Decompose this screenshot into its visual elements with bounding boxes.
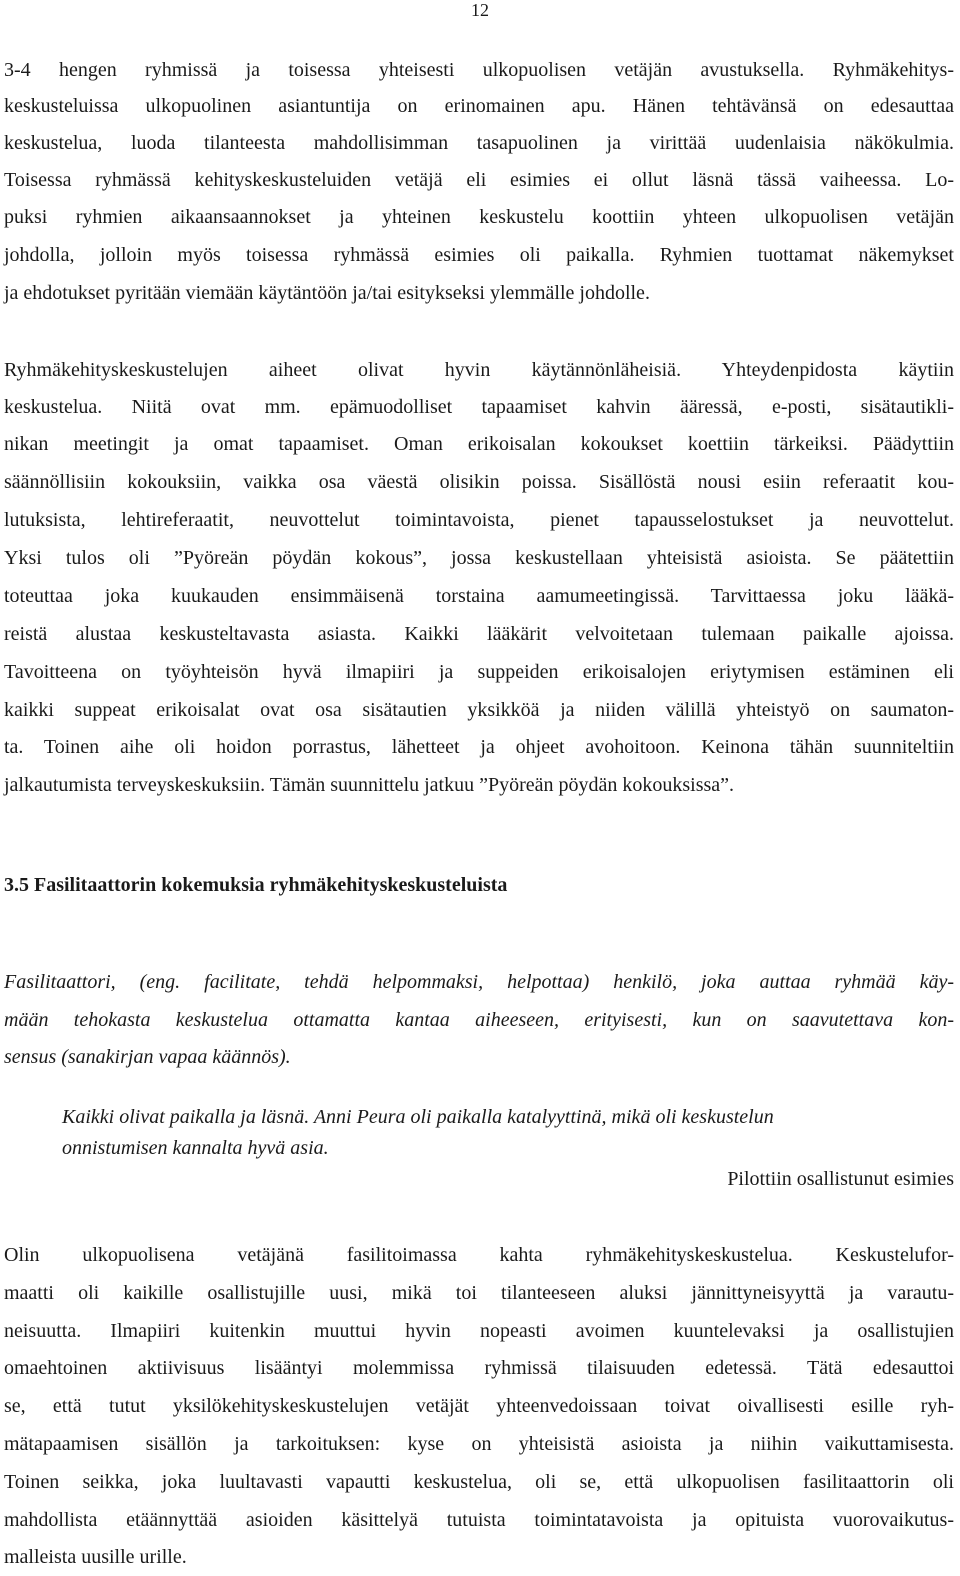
- text-line: omaehtoinen aktiivisuus lisääntyi molemmissa ryhmissä tilaisuuden edetessä. Tätä edesauttoi: [4, 1357, 954, 1379]
- text-line: nikan meetingit ja omat tapaamiset. Oman erikoisalan kokoukset koettiin tärkeiksi. Päädyttiin: [4, 433, 954, 455]
- text-line: johdolla, jolloin myös toisessa ryhmässä esimies oli paikalla. Ryhmien tuottamat näkemykset: [4, 244, 954, 266]
- text-line: Olin ulkopuolisena vetäjänä fasilitoimassa kahta ryhmäkehityskeskustelua. Keskustelufor-: [4, 1244, 954, 1266]
- text-line: jalkautumista terveyskeskuksiin. Tämän suunnittelu jatkuu ”Pyöreän pöydän kokouksissa”.: [4, 774, 735, 796]
- quote-line: Kaikki olivat paikalla ja läsnä. Anni Peura oli paikalla katalyyttinä, mikä oli keskustelun: [62, 1106, 774, 1128]
- text-line: keskustelua, luoda tilanteesta mahdollisimman tasapuolinen ja virittää uudenlaisia näkökulmia.: [4, 132, 954, 154]
- text-line: maatti oli kaikille osallistujille uusi, mikä toi tilanteeseen aluksi jännittyneisyyttä ja varautu-: [4, 1282, 954, 1304]
- text-line: mään tehokasta keskustelua ottamatta kantaa aiheeseen, erityisesti, kun on saavutettava kon-: [4, 1009, 954, 1031]
- text-line: Toinen seikka, joka luultavasti vapautti keskustelua, oli se, että ulkopuolisen fasilitaattorin oli: [4, 1471, 954, 1493]
- text-line: Ryhmäkehityskeskustelujen aiheet olivat hyvin käytännönläheisiä. Yhteydenpidosta käytiin: [4, 359, 954, 381]
- text-line: Toisessa ryhmässä kehityskeskusteluiden vetäjä eli esimies ei ollut läsnä tässä vaiheessa. Lo-: [4, 169, 954, 191]
- text-line: Fasilitaattori, (eng. facilitate, tehdä helpommaksi, helpottaa) henkilö, joka auttaa ryhmää käy-: [4, 971, 954, 993]
- text-line: malleista uusille urille.: [4, 1546, 187, 1568]
- text-line: Yksi tulos oli ”Pyöreän pöydän kokous”, jossa keskustellaan yhteisistä asioista. Se päätettiin: [4, 547, 954, 569]
- text-line: mätapaamisen sisällön ja tarkoituksen: kyse on yhteisistä asioista ja niihin vaikuttamisesta.: [4, 1433, 954, 1455]
- text-line: puksi ryhmien aikaansaannokset ja yhteinen keskustelu koottiin yhteen ulkopuolisen vetäjän: [4, 206, 954, 228]
- text-line: ta. Toinen aihe oli hoidon porrastus, lähetteet ja ohjeet avohoitoon. Keinona tähän suunniteltiin: [4, 736, 954, 758]
- quote-line: onnistumisen kannalta hyvä asia.: [62, 1137, 329, 1159]
- text-line: keskusteluissa ulkopuolinen asiantuntija on erinomainen apu. Hänen tehtävänsä on edesauttaa: [4, 95, 954, 117]
- text-line: sensus (sanakirjan vapaa käännös).: [4, 1046, 291, 1068]
- text-line: toteuttaa joka kuukauden ensimmäisenä torstaina aamumeetingissä. Tarvittaessa joku lääkä-: [4, 585, 954, 607]
- text-line: ja ehdotukset pyritään viemään käytäntöön ja/tai esitykseksi ylemmälle johdolle.: [4, 282, 650, 304]
- text-line: keskustelua. Niitä ovat mm. epämuodolliset tapaamiset kahvin ääressä, e-posti, sisätautikli-: [4, 396, 954, 418]
- page-number: 12: [471, 0, 489, 20]
- text-line: mahdollista etäännyttää asioiden käsittelyä tutuista toimintatavoista ja opituista vuorovaikutus-: [4, 1509, 954, 1531]
- text-line: 3-4 hengen ryhmissä ja toisessa yhteisesti ulkopuolisen vetäjän avustuksella. Ryhmäkehitys-: [4, 59, 954, 81]
- text-line: neisuutta. Ilmapiiri kuitenkin muuttui hyvin nopeasti avoimen kuuntelevaksi ja osallistujien: [4, 1320, 954, 1342]
- text-line: Tavoitteena on työyhteisön hyvä ilmapiiri ja suppeiden erikoisalojen eriytymisen estäminen eli: [4, 661, 954, 683]
- text-line: reistä alustaa keskusteltavasta asiasta. Kaikki lääkärit velvoitetaan tulemaan paikalle ajoissa.: [4, 623, 954, 645]
- quote-attribution: Pilottiin osallistunut esimies: [727, 1168, 954, 1190]
- text-line: se, että tutut yksilökehityskeskustelujen vetäjät yhteenvedoissaan toivat oivallisesti esille ryh-: [4, 1395, 954, 1417]
- text-line: kaikki suppeat erikoisalat ovat osa sisätautien yksikköä ja niiden välillä yhteistyö on saumaton-: [4, 699, 954, 721]
- text-line: säännöllisiin kokouksiin, vaikka osa väestä olisikin poissa. Sisällöstä nousi esiin referaatit kou-: [4, 471, 954, 493]
- text-line: lutuksista, lehtireferaatit, neuvottelut toimintavoista, pienet tapausselostukset ja neuvottelut.: [4, 509, 954, 531]
- section-heading: 3.5 Fasilitaattorin kokemuksia ryhmäkehityskeskusteluista: [4, 874, 508, 896]
